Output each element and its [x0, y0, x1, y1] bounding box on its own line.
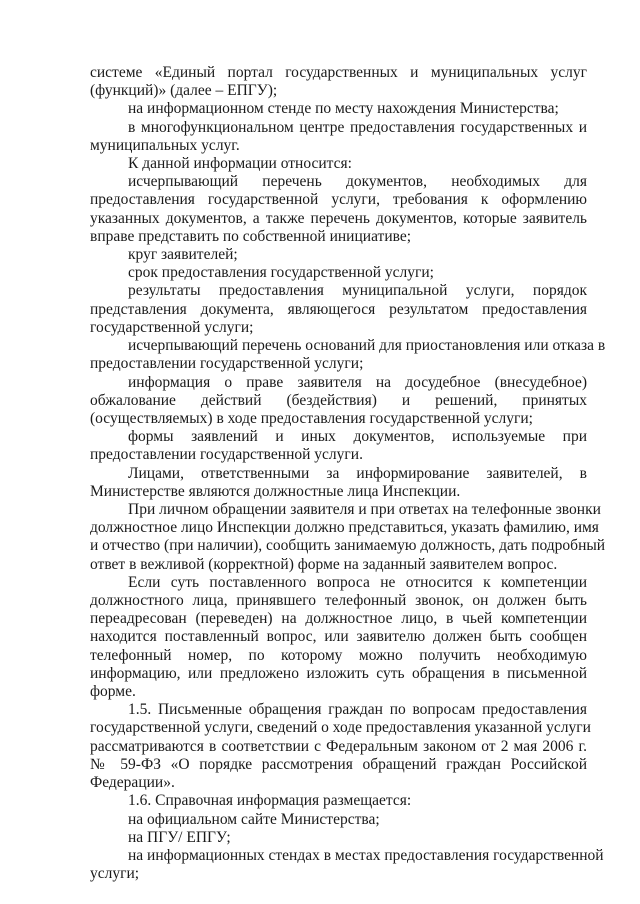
text-line: муниципальных услуг. — [90, 137, 240, 154]
text-line: круг заявителей; — [128, 246, 238, 263]
text-line: телефонный номер, по которому можно получить необходимую — [90, 647, 587, 664]
text-line: Федерации». — [90, 774, 175, 791]
text-line: на информационных стендах в местах предоставления государственной — [128, 847, 604, 864]
text-line: и отчество (при наличии), сообщить занимаемую должность, дать подробный — [90, 537, 606, 554]
text-line: переадресован (переведен) на должностное лицо, в чьей компетенции — [90, 610, 587, 627]
text-line: срок предоставления государственной услуги; — [128, 264, 434, 281]
text-line: рассматриваются в соответствии с Федеральным законом от 2 мая 2006 г. — [90, 738, 587, 755]
text-line: обжалование действий (бездействия) и решений, принятых — [90, 392, 587, 409]
text-line: услуги; — [90, 865, 140, 882]
text-line: ответ в вежливой (корректной) форме на заданный заявителем вопрос. — [90, 556, 558, 573]
text-line: на информационном стенде по месту нахождения Министерства; — [128, 100, 559, 117]
text-line: Если суть поставленного вопроса не относится к компетенции — [128, 574, 587, 591]
text-line: находится поставленный вопрос, или заявителю должен быть сообщен — [90, 628, 587, 645]
text-line: 1.5. Письменные обращения граждан по вопросам предоставления — [128, 701, 587, 718]
text-line: предоставлении государственной услуги; — [90, 355, 364, 372]
text-line: представления документа, являющегося результатом предоставления — [90, 301, 587, 318]
text-line: указанных документов, а также перечень документов, которые заявитель — [90, 210, 587, 227]
text-line: государственной услуги, сведений о ходе предоставления указанной услуги — [90, 719, 591, 736]
text-line: должностное лицо Инспекции должно представиться, указать фамилию, имя — [90, 519, 599, 536]
text-line: Министерстве являются должностные лица Инспекции. — [90, 483, 461, 500]
text-line: (осуществляемых) в ходе предоставления государственной услуги; — [90, 410, 533, 427]
text-line: в многофункциональном центре предоставления государственных и — [128, 119, 587, 136]
text-line: формы заявлений и иных документов, используемые при — [128, 428, 587, 445]
text-line: исчерпывающий перечень оснований для приостановления или отказа в — [128, 337, 606, 354]
text-line: вправе представить по собственной инициативе; — [90, 228, 412, 245]
text-line: (функций)» (далее – ЕПГУ); — [90, 82, 278, 99]
text-line: информацию, или предложено изложить суть обращения в письменной — [90, 665, 587, 682]
text-line: предоставления государственной услуги, требования к оформлению — [90, 191, 587, 208]
text-line: на официальном сайте Министерства; — [128, 811, 380, 828]
text-line: форме. — [90, 683, 136, 700]
text-line: № 59-ФЗ «О порядке рассмотрения обращений граждан Российской — [90, 756, 587, 773]
text-line: Лицами, ответственными за информирование заявителей, в — [128, 465, 587, 482]
text-line: информация о праве заявителя на досудебное (внесудебное) — [128, 374, 587, 391]
text-line: на ПГУ/ ЕПГУ; — [128, 829, 231, 846]
text-line: При личном обращении заявителя и при ответах на телефонные звонки — [128, 501, 601, 518]
text-line: государственной услуги; — [90, 319, 254, 336]
text-line: исчерпывающий перечень документов, необходимых для — [128, 173, 587, 190]
text-line: К данной информации относится: — [128, 155, 352, 172]
text-line: системе «Единый портал государственных и муниципальных услуг — [90, 64, 587, 81]
text-line: должностного лица, принявшего телефонный звонок, он должен быть — [90, 592, 587, 609]
text-line: результаты предоставления муниципальной услуги, порядок — [128, 282, 587, 299]
text-line: предоставлении государственной услуги. — [90, 446, 363, 463]
text-line: 1.6. Справочная информация размещается: — [128, 792, 412, 809]
